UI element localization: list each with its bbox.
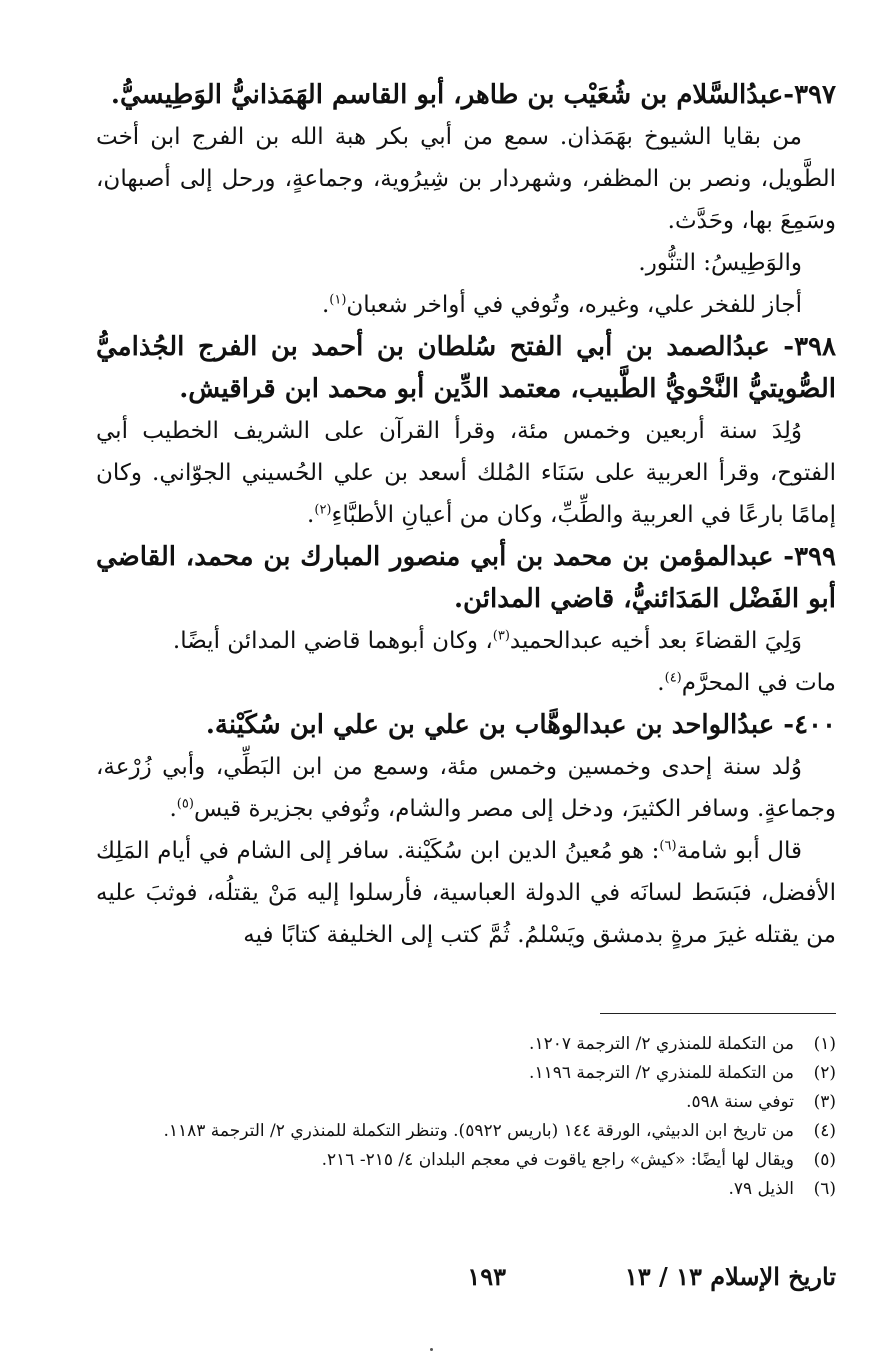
page-footer xyxy=(96,1262,836,1302)
footnote-ref[interactable]: (١) xyxy=(329,292,347,308)
footnote-ref[interactable]: (٢) xyxy=(314,502,332,518)
footnotes xyxy=(96,1030,836,1204)
footnote-text: من التكملة للمنذري ٢/ الترجمة ١١٩٦. xyxy=(529,1063,794,1083)
running-title: تاريخ الإسلام ١٣ / ١٣ xyxy=(624,1262,836,1291)
paragraph-text: قال أبو شامة xyxy=(676,838,802,864)
footnote-item xyxy=(96,1059,836,1088)
footnote-item xyxy=(96,1030,836,1059)
scan-speck xyxy=(430,1348,433,1351)
footnote-ref[interactable]: (٤) xyxy=(664,670,682,686)
entry-paragraph: من بقايا الشيوخ بهَمَذان. سمع من أبي بكر هبة الله بن الفرج ابن أخت الطَّويل، ونصر بن المظفر، وشهردار بن شِيرُوية، وجماعةٍ، ورحل إلى أصبهان، وسَمِعَ بها، وحَدَّث. xyxy=(96,124,836,234)
entry-paragraph xyxy=(96,620,836,662)
entry-paragraph: والوَطِيسُ: التنُّور. xyxy=(638,250,802,276)
entry-paragraph xyxy=(96,746,836,830)
footnote-item xyxy=(96,1117,836,1146)
paragraph-text: ، وكان أبوهما قاضي المدائن أيضًا. xyxy=(172,628,493,654)
paragraph-text: وُلِدَ سنة أربعين وخمس مئة، وقرأ القرآن على الشريف الخطيب أبي الفتوح، وقرأ العربية على سَنَاء المُلك أسعد بن علي الحُسيني الجوّاني. وكان إمامًا بارعًا في العربية والطِّبِّ، وكان من أعيانِ الأطبَّاءِ xyxy=(96,418,836,528)
footnote-number: (٤) xyxy=(813,1121,836,1141)
footnote-number: (٣) xyxy=(813,1092,836,1112)
footnote-number: (١) xyxy=(813,1034,836,1054)
footnote-text: توفي سنة ٥٩٨. xyxy=(686,1092,794,1112)
period: . xyxy=(657,670,665,696)
footnote-item xyxy=(96,1146,836,1175)
period: . xyxy=(169,796,177,822)
footnote-ref[interactable]: (٦) xyxy=(659,838,677,854)
paragraph-text: مات في المحرَّم xyxy=(681,670,836,696)
entry-paragraph xyxy=(96,830,836,956)
entry-heading-398: ٣٩٨- عبدُالصمد بن أبي الفتح سُلطان بن أحمد بن الفرج الجُذاميُّ الصُّويتيُّ النَّحْويُّ الطَّبيب، معتمد الدِّين أبو محمد ابن قراقيش. xyxy=(96,332,836,404)
entry-paragraph xyxy=(96,662,836,704)
paragraph-text: : هو مُعينُ الدين ابن سُكَيْنة. سافر إلى الشام في أيام المَلِك الأفضل، فبَسَط لسانَه في الدولة العباسية، فأرسلوا إليه مَنْ يقتلُه، فوثبَ عليه من يقتله غيرَ مرةٍ بدمشق ويَسْلمُ. ثُمَّ كتب إلى الخليفة كتابًا فيه xyxy=(96,838,836,948)
main-text xyxy=(96,74,836,956)
period: . xyxy=(307,502,315,528)
footnote-item xyxy=(96,1088,836,1117)
footnote-text: ويقال لها أيضًا: «كيش» راجع ياقوت في معجم البلدان ٤/ ٢١٥- ٢١٦. xyxy=(321,1150,794,1170)
entry-heading-399: ٣٩٩- عبدالمؤمن بن محمد بن أبي منصور المبارك بن محمد، القاضي أبو الفَضْل المَدَائنيُّ، قاضي المدائن. xyxy=(96,542,836,614)
footnote-divider xyxy=(600,1013,836,1014)
entry-paragraph xyxy=(96,284,836,326)
paragraph-text: وَلِيَ القضاءَ بعد أخيه عبدالحميد xyxy=(509,628,802,654)
entry-heading-400: ٤٠٠- عبدُالواحد بن عبدالوهَّاب بن علي بن علي ابن سُكَيْنة. xyxy=(205,710,836,740)
paragraph-text: وُلد سنة إحدى وخمسين وخمس مئة، وسمع من ابن البَطِّي، وأبي زُرْعة، وجماعةٍ. وسافر الكثيرَ، ودخل إلى مصر والشام، وتُوفي بجزيرة قيس xyxy=(96,754,836,822)
footnote-text: من التكملة للمنذري ٢/ الترجمة ١٢٠٧. xyxy=(529,1034,794,1054)
paragraph-text: أجاز للفخر علي، وغيره، وتُوفي في أواخر شعبان xyxy=(346,292,802,318)
footnote-number: (٥) xyxy=(813,1150,836,1170)
footnote-number: (٢) xyxy=(813,1063,836,1083)
footnote-text: من تاريخ ابن الدبيثي، الورقة ١٤٤ (باريس ٥٩٢٢). وتنظر التكملة للمنذري ٢/ الترجمة ١١٨٣. xyxy=(163,1121,794,1141)
footnote-number: (٦) xyxy=(813,1179,836,1199)
footnote-ref[interactable]: (٥) xyxy=(176,796,194,812)
entry-paragraph xyxy=(96,410,836,536)
page-number: ١٩٣ xyxy=(467,1262,506,1291)
entry-heading-397: ٣٩٧-عبدُالسَّلام بن شُعَيْب بن طاهر، أبو القاسم الهَمَذانيُّ الوَطِيسيُّ. xyxy=(110,80,836,110)
period: . xyxy=(321,292,330,318)
footnote-item xyxy=(96,1175,836,1204)
footnote-text: الذيل ٧٩. xyxy=(728,1179,794,1199)
footnote-ref[interactable]: (٣) xyxy=(492,628,510,644)
